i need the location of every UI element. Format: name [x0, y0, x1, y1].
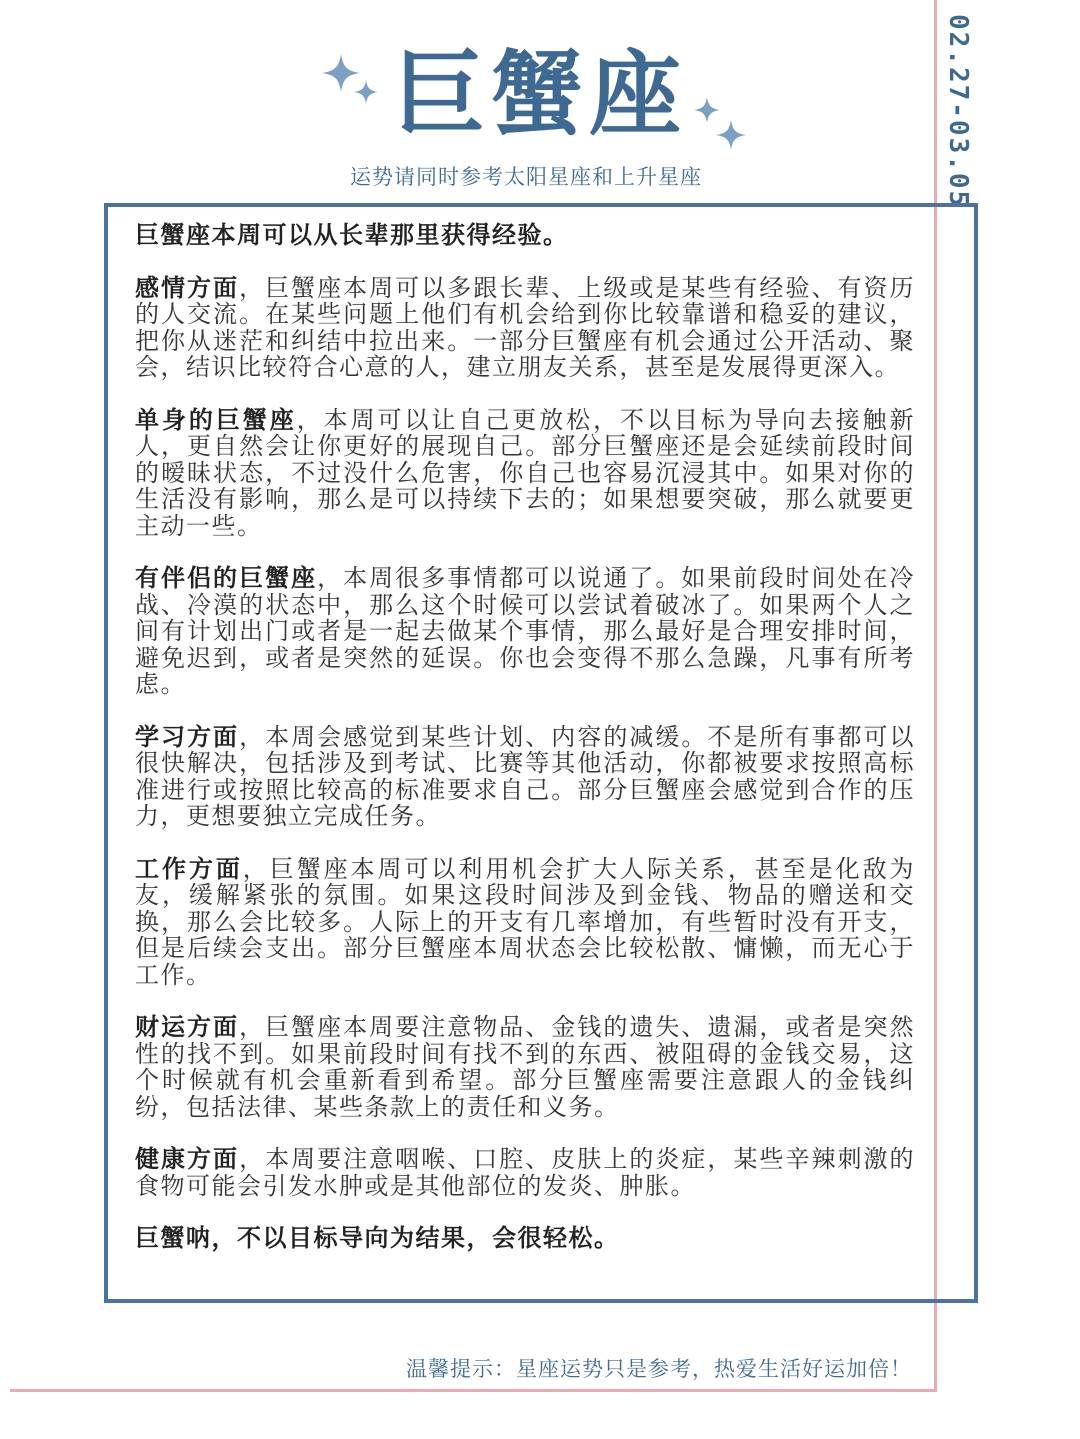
section-text: ，本周要注意咽喉、口腔、皮肤上的炎症，某些辛辣刺激的食物可能会引发水肿或是其他部位的发炎、肿胀。: [135, 1145, 916, 1200]
section-heading: 财运方面: [135, 1013, 240, 1041]
horoscope-content: [135, 222, 915, 1278]
section-text: ，巨蟹座本周可以利用机会扩大人际关系，甚至是化敌为友，缓解紧张的氛围。如果这段时间涉及到金钱、物品的赠送和交换，那么会比较多。人际上的开支有几率增加，有些暂时没有开支，但是后续会支出。部分巨蟹座本周状态会比较松散、慵懒，而无心于工作。: [135, 854, 916, 989]
section-text: ，本周可以让自己更放松，不以目标为导向去接触新人，更自然会让你更好的展现自己。部分巨蟹座还是会延续前段时间的暧昧状态，不过没什么危害，你自己也容易沉浸其中。如果对你的生活没有影响，那么是可以持续下去的；如果想要突破，那么就要更主动一些。: [135, 405, 916, 540]
section-text: ，本周会感觉到某些计划、内容的减缓。不是所有事都可以很快解决，包括涉及到考试、比赛等其他活动，你都被要求按照高标准进行或按照比较高的标准要求自己。部分巨蟹座会感觉到合作的压力，更想要独立完成任务。: [135, 722, 916, 830]
section-work: [135, 856, 915, 989]
section-heading: 感情方面: [135, 273, 240, 302]
section-health: [135, 1146, 915, 1199]
section-single: [135, 407, 915, 540]
intro-text: 巨蟹座本周可以从长辈那里获得经验。: [135, 221, 569, 249]
section-text: ，本周很多事情都可以说通了。如果前段时间处在冷战、冷漠的状态中，那么这个时候可以尝试着破冰了。如果两个人之间有计划出门或者是一起去做某个事情，那么最好是合理安排时间，避免迟到，或者是突然的延误。你也会变得不那么急躁，凡事有所考虑。: [135, 564, 916, 698]
closing-text: 巨蟹呐，不以目标导向为结果，会很轻松。: [135, 1224, 620, 1252]
section-text: ，巨蟹座本周可以多跟长辈、上级或是某些有经验、有资历的人交流。在某些问题上他们有机会给到你比较靠谱和稳妥的建议，把你从迷茫和纠结中拉出来。一部分巨蟹座有机会通过公开活动、聚会，结识比较符合心意的人，建立朋友关系，甚至是发展得更深入。: [135, 273, 916, 381]
section-partner: [135, 565, 915, 698]
section-heading: 工作方面: [135, 854, 243, 883]
section-heading: 单身的巨蟹座: [135, 405, 297, 434]
section-heading: 健康方面: [135, 1145, 240, 1173]
date-range: 02.27-03.05: [943, 14, 973, 209]
section-text: ，巨蟹座本周要注意物品、金钱的遗失、遗漏，或者是突然性的找不到。如果前段时间有找不到的东西、被阻碍的金钱交易，这个时候就有机会重新看到希望。部分巨蟹座需要注意跟人的金钱纠纷，包括法律、某些条款上的责任和义务。: [135, 1013, 916, 1121]
section-heading: 有伴侣的巨蟹座: [135, 564, 318, 592]
page-title: 巨蟹座: [392, 41, 687, 148]
section-study: [135, 724, 915, 830]
footer-tip: 温馨提示：星座运势只是参考，热爱生活好运加倍！: [406, 1357, 912, 1381]
subtitle: 运势请同时参考太阳星座和上升星座: [350, 165, 702, 189]
pink-horizontal-line: [10, 1389, 937, 1392]
section-wealth: [135, 1014, 915, 1120]
section-love: [135, 275, 915, 381]
section-heading: 学习方面: [135, 722, 240, 751]
